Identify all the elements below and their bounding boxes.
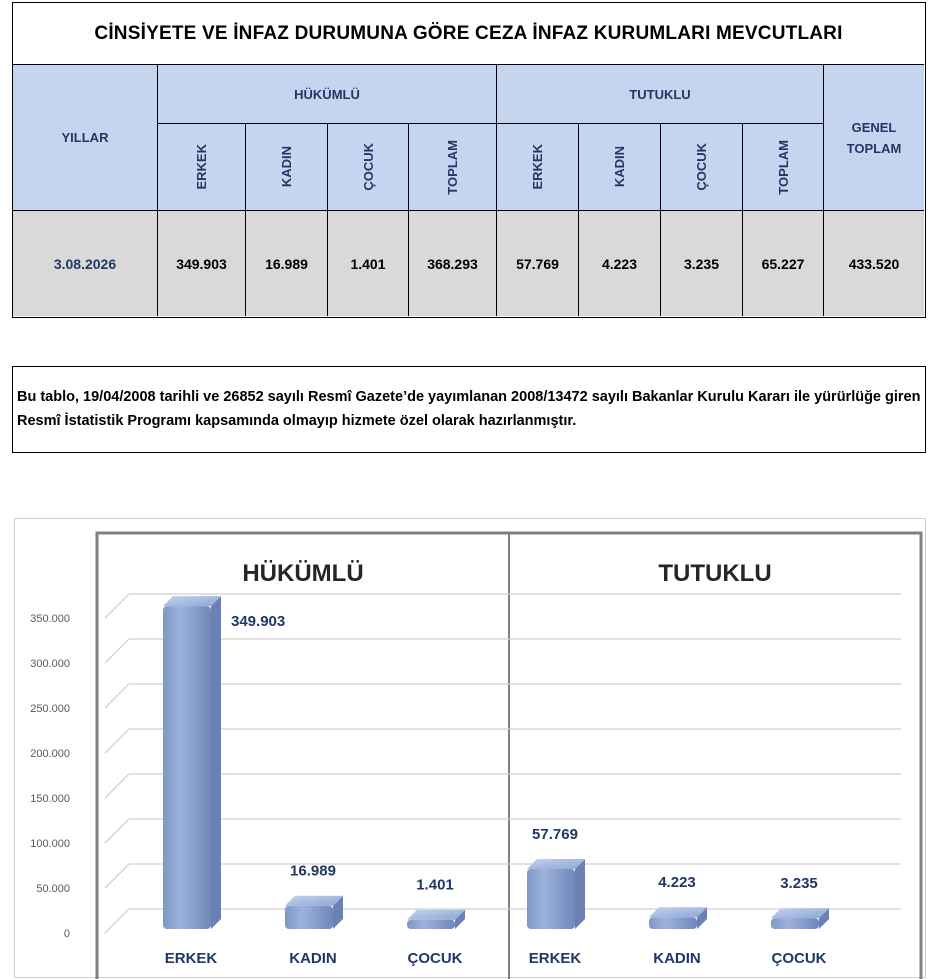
bar-top (163, 596, 221, 606)
data-label: 3.235 (780, 875, 818, 893)
panel-title: HÜKÜMLÜ (242, 560, 364, 587)
subheader-tutuklu-cocuk (661, 124, 743, 211)
y-tick-label: 100.000 (30, 838, 70, 850)
y-tick-label: 200.000 (30, 748, 70, 760)
bar (649, 917, 697, 929)
cell-tutuklu-erkek: 57.769 (497, 211, 579, 316)
x-tick-label: ERKEK (164, 950, 218, 967)
data-label: 57.769 (532, 826, 578, 844)
cell-hukumlu-toplam: 368.293 (409, 211, 497, 316)
x-tick-label: ERKEK (528, 950, 582, 967)
bar-chart (15, 519, 927, 979)
gridline-diagonal (105, 729, 129, 753)
data-label: 16.989 (290, 862, 336, 880)
row-year: 3.08.2026 (13, 211, 158, 316)
gridline-diagonal (105, 684, 129, 708)
cell-genel-toplam: 433.520 (824, 211, 924, 316)
subheader-label: KADIN (612, 146, 627, 188)
subheader-hukumlu-kadin (246, 124, 328, 211)
y-tick-label: 250.000 (30, 703, 70, 715)
bar-top (771, 908, 829, 918)
panel-title: TUTUKLU (658, 560, 772, 587)
gridline-diagonal (105, 909, 129, 933)
bar-top (527, 859, 585, 869)
gridline-diagonal (105, 594, 129, 618)
gridline-diagonal (105, 639, 129, 663)
subheader-label: ÇOCUK (694, 143, 709, 191)
bar (285, 906, 333, 929)
header-genel-toplam (824, 65, 924, 211)
header-tutuklu: TUTUKLU (497, 65, 824, 124)
y-tick-label: 0 (63, 928, 70, 940)
y-tick-label: 150.000 (30, 793, 70, 805)
bar (163, 606, 211, 929)
subheader-hukumlu-toplam (409, 124, 497, 211)
subheader-hukumlu-erkek (158, 124, 246, 211)
y-tick-label: 350.000 (30, 613, 70, 625)
chart-container (14, 518, 926, 978)
y-tick-label: 50.000 (36, 883, 70, 895)
data-label: 1.401 (416, 876, 454, 894)
cell-tutuklu-kadin: 4.223 (579, 211, 661, 316)
disclaimer-note: Bu tablo, 19/04/2008 tarihli ve 26852 sayılı Resmî Gazete’de yayımlanan 2008/13472 sayılı Bakanlar Kurulu Kararı ile yürürlüğe giren Resmî İstatistik Programı kapsamında olmayıp hizmete özel olarak hazırlanmıştır. (12, 366, 926, 453)
subheader-label: KADIN (279, 146, 294, 188)
x-tick-label: ÇOCUK (771, 950, 827, 967)
cell-hukumlu-kadin: 16.989 (246, 211, 328, 316)
subheader-label: ÇOCUK (360, 143, 376, 191)
x-tick-label: KADIN (289, 950, 337, 967)
bar-top (407, 910, 465, 920)
bar (527, 869, 575, 929)
gridline-diagonal (105, 774, 129, 798)
subheader-tutuklu-toplam (743, 124, 824, 211)
table-title: CİNSİYETE VE İNFAZ DURUMUNA GÖRE CEZA İNFAZ KURUMLARI MEVCUTLARI (13, 3, 924, 65)
subheader-label: ERKEK (194, 144, 209, 190)
x-tick-label: KADIN (653, 950, 701, 967)
cell-tutuklu-toplam: 65.227 (743, 211, 824, 316)
bar-side (211, 596, 221, 929)
header-genel-toplam-line2: TOPLAM (846, 140, 902, 156)
bar (771, 918, 819, 929)
header-genel-toplam-line1: GENEL (851, 119, 897, 135)
cell-tutuklu-cocuk: 3.235 (661, 211, 743, 316)
subheader-hukumlu-cocuk (328, 124, 409, 211)
subheader-label: TOPLAM (775, 139, 791, 195)
subheader-tutuklu-erkek (497, 124, 579, 211)
bar-side (575, 859, 585, 929)
cell-hukumlu-erkek: 349.903 (158, 211, 246, 316)
bar-top (285, 896, 343, 906)
x-tick-label: ÇOCUK (407, 950, 463, 967)
gridline-diagonal (105, 864, 129, 888)
bar-top (649, 907, 707, 917)
subheader-tutuklu-kadin (579, 124, 661, 211)
bar (407, 920, 455, 929)
header-hukumlu: HÜKÜMLÜ (158, 65, 497, 124)
cell-hukumlu-cocuk: 1.401 (328, 211, 409, 316)
subheader-label: TOPLAM (445, 139, 460, 195)
gridline-diagonal (105, 819, 129, 843)
subheader-label: ERKEK (530, 144, 545, 190)
data-label: 4.223 (658, 874, 696, 892)
prison-population-table (12, 2, 926, 318)
y-tick-label: 300.000 (30, 658, 70, 670)
header-years: YILLAR (13, 65, 158, 211)
data-label: 349.903 (231, 613, 286, 631)
